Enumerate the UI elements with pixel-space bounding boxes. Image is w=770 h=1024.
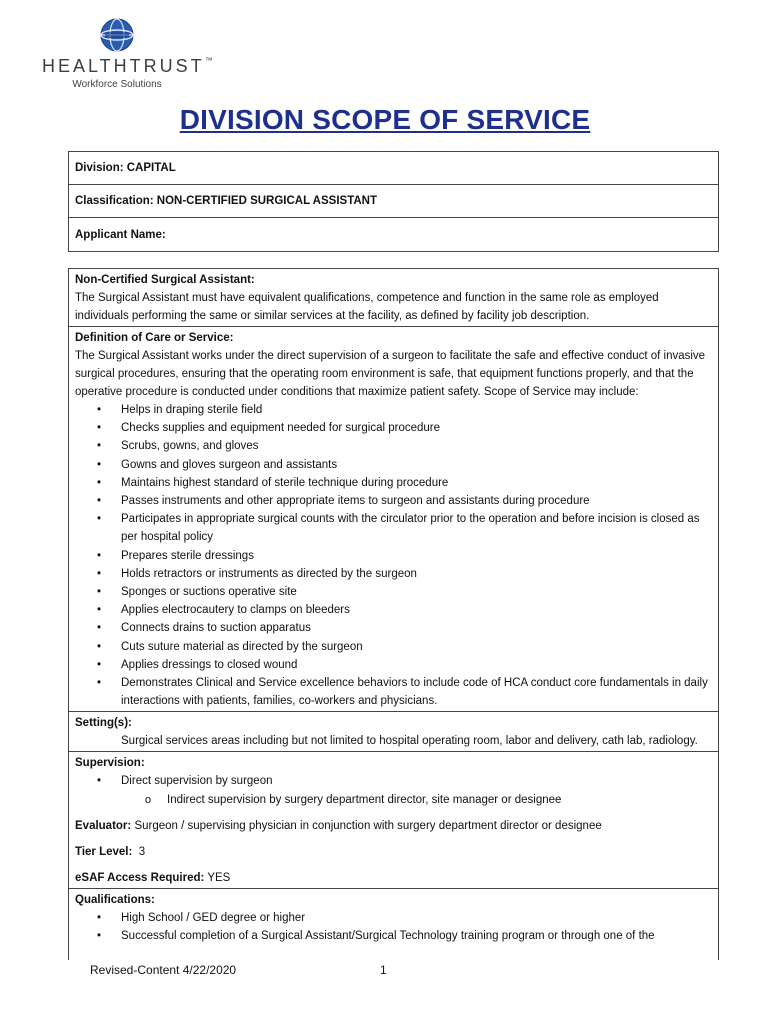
scope-item: • Applies electrocautery to clamps on bleeders [97, 601, 712, 619]
classification-row: Classification: NON-CERTIFIED SURGICAL ASSISTANT [69, 185, 718, 218]
logo-subtitle: Workforce Solutions [72, 79, 162, 90]
tier-level-label: Tier Level: [75, 845, 133, 858]
scope-item: • Helps in draping sterile field [97, 401, 712, 419]
scope-item: • Passes instruments and other appropriate items to surgeon and assistants during procedure [97, 492, 712, 510]
evaluator-line [75, 817, 712, 835]
non-certified-heading: Non-Certified Surgical Assistant: [75, 274, 255, 286]
scope-item: • Cuts suture material as directed by the surgeon [97, 638, 712, 656]
logo-wordmark: HEALTHTRUST™ [42, 56, 216, 76]
page-title: DIVISION SCOPE OF SERVICE [179, 104, 591, 135]
qualifications-list [75, 909, 712, 945]
tier-level-value: 3 [138, 845, 146, 858]
settings-heading: Setting(s): [75, 717, 132, 730]
supervision-sublist [75, 791, 712, 809]
supervision-section [69, 752, 718, 888]
applicant-name-row: Applicant Name: [75, 228, 166, 241]
division-row: Division: CAPITAL [69, 152, 718, 185]
definition-text: The Surgical Assistant works under the direct supervision of a surgeon to facilitate the safe and effective conduct of invasive surgical procedures, ensuring that the operating room environment is safe, that equipment functions properly, and that the operative procedure is conducted under conditions that maximize patient safety. Scope of Service may include: [75, 350, 706, 398]
globe-logo-icon [100, 18, 134, 52]
settings-section [69, 712, 718, 752]
evaluator-value: Surgeon / supervising physician in conjunction with surgery department director or designee [134, 819, 602, 832]
qualification-item: • Successful completion of a Surgical Assistant/Surgical Technology training program or through one of the [97, 927, 712, 945]
scope-item: • Holds retractors or instruments as directed by the surgeon [97, 565, 712, 583]
revised-date: Revised-Content 4/22/2020 [90, 963, 237, 977]
supervision-subitem: o Indirect supervision by surgery department director, site manager or designee [143, 791, 712, 809]
scope-item: • Maintains highest standard of sterile technique during procedure [97, 474, 712, 492]
non-certified-section [69, 269, 718, 327]
qualifications-heading: Qualifications: [75, 893, 155, 906]
healthtrust-logo [42, 14, 216, 94]
supervision-list [75, 772, 712, 790]
page-number: 1 [380, 963, 387, 977]
esaf-line [75, 869, 712, 887]
scope-item: • Prepares sterile dressings [97, 547, 712, 565]
scope-item: • Applies dressings to closed wound [97, 656, 712, 674]
non-certified-text: The Surgical Assistant must have equivalent qualifications, competence and function in the same role as employed individuals performing the same or similar services at the facility, as defined by facility job description. [75, 292, 659, 322]
scope-item: • Gowns and gloves surgeon and assistants [97, 456, 712, 474]
esaf-label: eSAF Access Required: [75, 871, 205, 884]
settings-text: Surgical services areas including but not limited to hospital operating room, labor and delivery, cath lab, radiology. [121, 735, 698, 748]
definition-heading: Definition of Care or Service: [75, 332, 234, 344]
scope-list [75, 401, 712, 710]
scope-table [68, 268, 719, 960]
scope-item: • Sponges or suctions operative site [97, 583, 712, 601]
qualification-item: • High School / GED degree or higher [97, 909, 712, 927]
qualifications-section [69, 889, 718, 946]
definition-section [69, 327, 718, 712]
header-table [68, 151, 719, 252]
scope-item: • Connects drains to suction apparatus [97, 619, 712, 637]
scope-item: • Scrubs, gowns, and gloves [97, 437, 712, 455]
supervision-item: • Direct supervision by surgeon [97, 772, 712, 790]
evaluator-label: Evaluator: [75, 819, 132, 832]
scope-item: • Demonstrates Clinical and Service excellence behaviors to include code of HCA conduct core fundamentals in daily interactions with patients, families, co-workers and physicians. [97, 674, 712, 710]
tier-level-line [75, 843, 712, 861]
scope-item: • Participates in appropriate surgical counts with the circulator prior to the operation and before incision is closed as per hospital policy [97, 510, 712, 546]
esaf-value: YES [207, 871, 231, 884]
supervision-heading: Supervision: [75, 757, 145, 770]
scope-item: • Checks supplies and equipment needed for surgical procedure [97, 419, 712, 437]
